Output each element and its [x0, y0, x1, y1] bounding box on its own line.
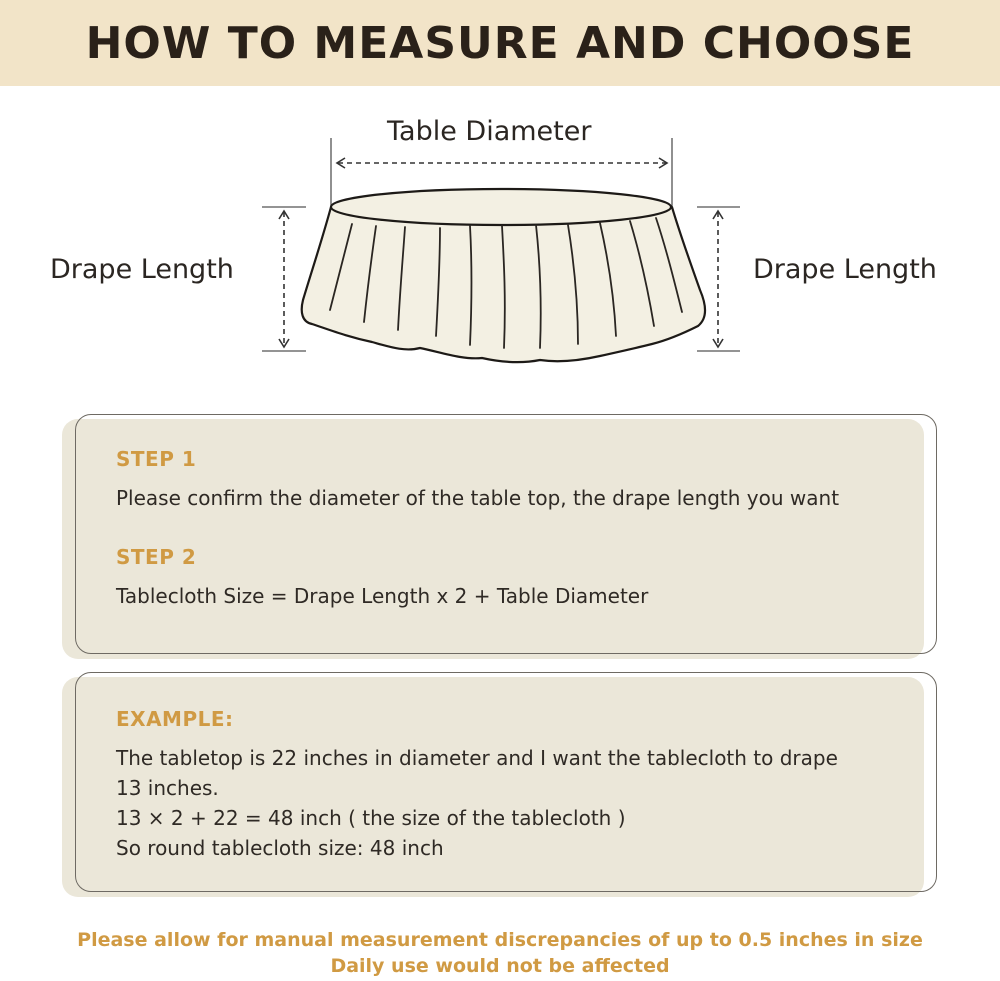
steps-card: [62, 419, 937, 659]
example-line: 13 inches.: [116, 776, 219, 800]
step2-heading: STEP 2: [116, 545, 197, 569]
tabletop-ellipse: [331, 189, 671, 225]
footer-note-line2: Daily use would not be affected: [330, 955, 670, 977]
step2-text: Tablecloth Size = Drape Length x 2 + Table Diameter: [116, 584, 649, 608]
drape-length-right-label: Drape Length: [753, 254, 937, 285]
card-border: [75, 414, 937, 654]
page-title: HOW TO MEASURE AND CHOOSE: [85, 17, 915, 69]
table-diameter-label: Table Diameter: [387, 116, 592, 147]
example-card: [62, 677, 937, 897]
example-heading: EXAMPLE:: [116, 707, 234, 731]
tablecloth-diagram: [0, 0, 1000, 400]
example-line: 13 × 2 + 22 = 48 inch ( the size of the tablecloth ): [116, 806, 626, 830]
footer-note-line1: Please allow for manual measurement discrepancies of up to 0.5 inches in size: [77, 929, 923, 951]
step1-heading: STEP 1: [116, 447, 197, 471]
example-line: The tabletop is 22 inches in diameter and I want the tablecloth to drape: [116, 746, 838, 770]
drape-length-left-label: Drape Length: [50, 254, 234, 285]
tablecloth-shape: [302, 207, 705, 362]
example-line: So round tablecloth size: 48 inch: [116, 836, 444, 860]
step1-text: Please confirm the diameter of the table top, the drape length you want: [116, 486, 840, 510]
